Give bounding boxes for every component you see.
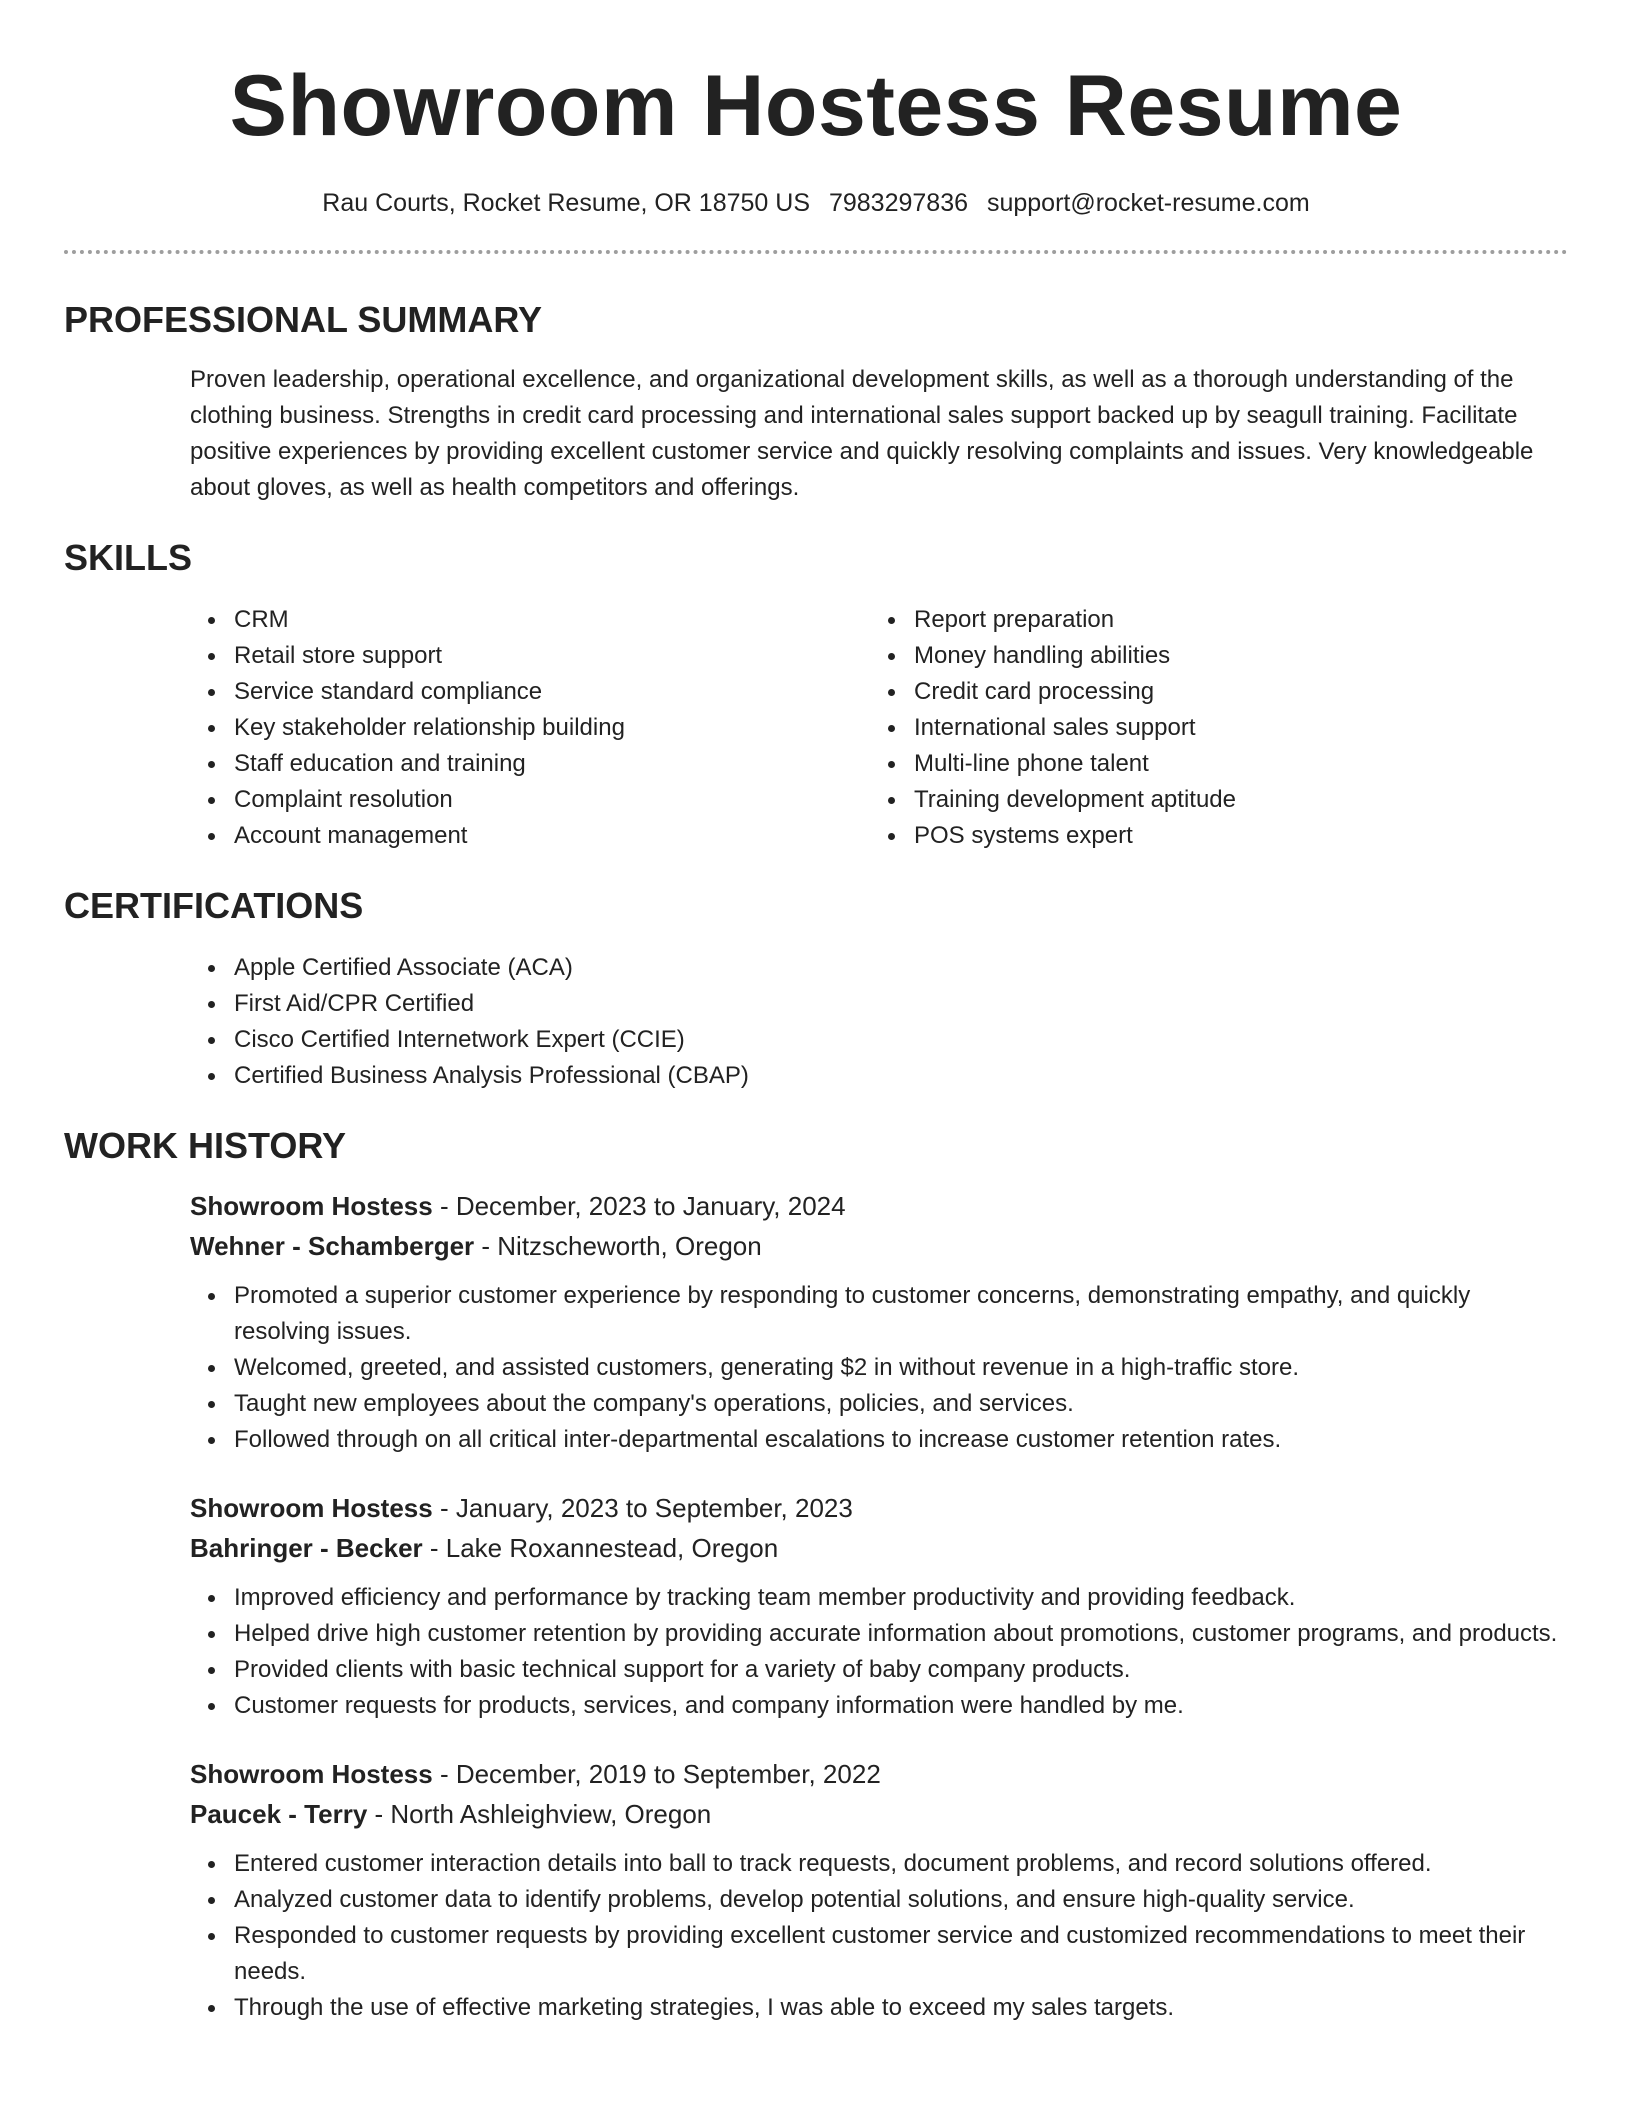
job-role: Showroom Hostess (190, 1191, 433, 1221)
skill-item: Staff education and training (190, 746, 870, 782)
job-role: Showroom Hostess (190, 1493, 433, 1523)
certification-item: Cisco Certified Internetwork Expert (CCIE) (190, 1022, 1568, 1058)
skills-title: SKILLS (64, 537, 193, 578)
skills-right-list (870, 602, 1550, 854)
job-bullets (190, 1580, 1568, 1724)
certification-item: Certified Business Analysis Professional (CBAP) (190, 1058, 1568, 1094)
job-bullet: Taught new employees about the company's operations, policies, and services. (190, 1386, 1568, 1422)
job-title-line (190, 1754, 1568, 1794)
job-entry (64, 1488, 1568, 1724)
job-title-line (190, 1488, 1568, 1528)
certifications-title: CERTIFICATIONS (64, 885, 364, 926)
job-dates: - December, 2023 to January, 2024 (432, 1191, 846, 1221)
contact-address: Rau Courts, Rocket Resume, OR 18750 US (322, 189, 811, 217)
skill-item: Complaint resolution (190, 782, 870, 818)
summary-title: PROFESSIONAL SUMMARY (64, 299, 543, 340)
summary-text: Proven leadership, operational excellence, and organizational development skills, as well as a thorough understanding of the clothing business. Strengths in credit card processing and international sales support backed up by seagull training. Facilitate positive experiences by providing excellent customer service and quickly resolving complaints and issues. Very knowledgeable about gloves, as well as health competitors and offerings. (190, 366, 1534, 501)
skill-item: CRM (190, 602, 870, 638)
contact-line (64, 188, 1568, 218)
skill-item: Retail store support (190, 638, 870, 674)
job-bullet: Entered customer interaction details into ball to track requests, document problems, and record solutions offered. (190, 1846, 1568, 1882)
skill-item: Credit card processing (870, 674, 1550, 710)
certification-item: First Aid/CPR Certified (190, 986, 1568, 1022)
job-location: - Lake Roxannestead, Oregon (422, 1533, 779, 1563)
job-company: Wehner - Schamberger (190, 1231, 475, 1261)
work-history-section (64, 1124, 1568, 2026)
skill-item: Account management (190, 818, 870, 854)
skill-item: Money handling abilities (870, 638, 1550, 674)
job-company-line (190, 1794, 1568, 1834)
certifications-section (64, 884, 1568, 1094)
job-bullet: Welcomed, greeted, and assisted customers, generating $2 in without revenue in a high-traffic store. (190, 1350, 1568, 1386)
job-bullet: Through the use of effective marketing strategies, I was able to exceed my sales targets. (190, 1990, 1568, 2026)
job-role: Showroom Hostess (190, 1759, 433, 1789)
skill-item: Key stakeholder relationship building (190, 710, 870, 746)
skills-grid (64, 602, 1568, 854)
job-bullets (190, 1278, 1568, 1458)
certification-item: Apple Certified Associate (ACA) (190, 950, 1568, 986)
skill-item: Report preparation (870, 602, 1550, 638)
job-bullet: Responded to customer requests by providing excellent customer service and customized recommendations to meet their needs. (190, 1918, 1568, 1990)
job-company: Paucek - Terry (190, 1799, 368, 1829)
job-bullet: Followed through on all critical inter-departmental escalations to increase customer retention rates. (190, 1422, 1568, 1458)
job-bullet: Provided clients with basic technical support for a variety of baby company products. (190, 1652, 1568, 1688)
resume-title: Showroom Hostess Resume (229, 58, 1403, 154)
job-dates: - December, 2019 to September, 2022 (432, 1759, 881, 1789)
summary-section (64, 298, 1568, 506)
job-bullet: Customer requests for products, services, and company information were handled by me. (190, 1688, 1568, 1724)
work-history-title: WORK HISTORY (64, 1125, 347, 1166)
skill-item: Training development aptitude (870, 782, 1550, 818)
job-title-line (190, 1186, 1568, 1226)
skill-item: POS systems expert (870, 818, 1550, 854)
skill-item: Service standard compliance (190, 674, 870, 710)
skills-left-list (190, 602, 870, 854)
job-company: Bahringer - Becker (190, 1533, 423, 1563)
job-bullet: Helped drive high customer retention by providing accurate information about promotions, customer programs, and products. (190, 1616, 1568, 1652)
skill-item: International sales support (870, 710, 1550, 746)
certifications-list (64, 950, 1568, 1094)
contact-email: support@rocket-resume.com (986, 189, 1310, 217)
job-company-line (190, 1528, 1568, 1568)
header-divider (64, 250, 1568, 254)
contact-phone: 7983297836 (828, 189, 969, 217)
job-location: - Nitzscheworth, Oregon (474, 1231, 762, 1261)
job-bullet: Analyzed customer data to identify problems, develop potential solutions, and ensure high-quality service. (190, 1882, 1568, 1918)
skills-section (64, 536, 1568, 854)
job-location: - North Ashleighview, Oregon (367, 1799, 712, 1829)
skill-item: Multi-line phone talent (870, 746, 1550, 782)
job-entry (64, 1186, 1568, 1458)
job-bullet: Promoted a superior customer experience by responding to customer concerns, demonstrating empathy, and quickly resolving issues. (190, 1278, 1568, 1350)
job-entry (64, 1754, 1568, 2026)
job-company-line (190, 1226, 1568, 1266)
job-bullet: Improved efficiency and performance by tracking team member productivity and providing feedback. (190, 1580, 1568, 1616)
job-bullets (190, 1846, 1568, 2026)
job-dates: - January, 2023 to September, 2023 (432, 1493, 853, 1523)
